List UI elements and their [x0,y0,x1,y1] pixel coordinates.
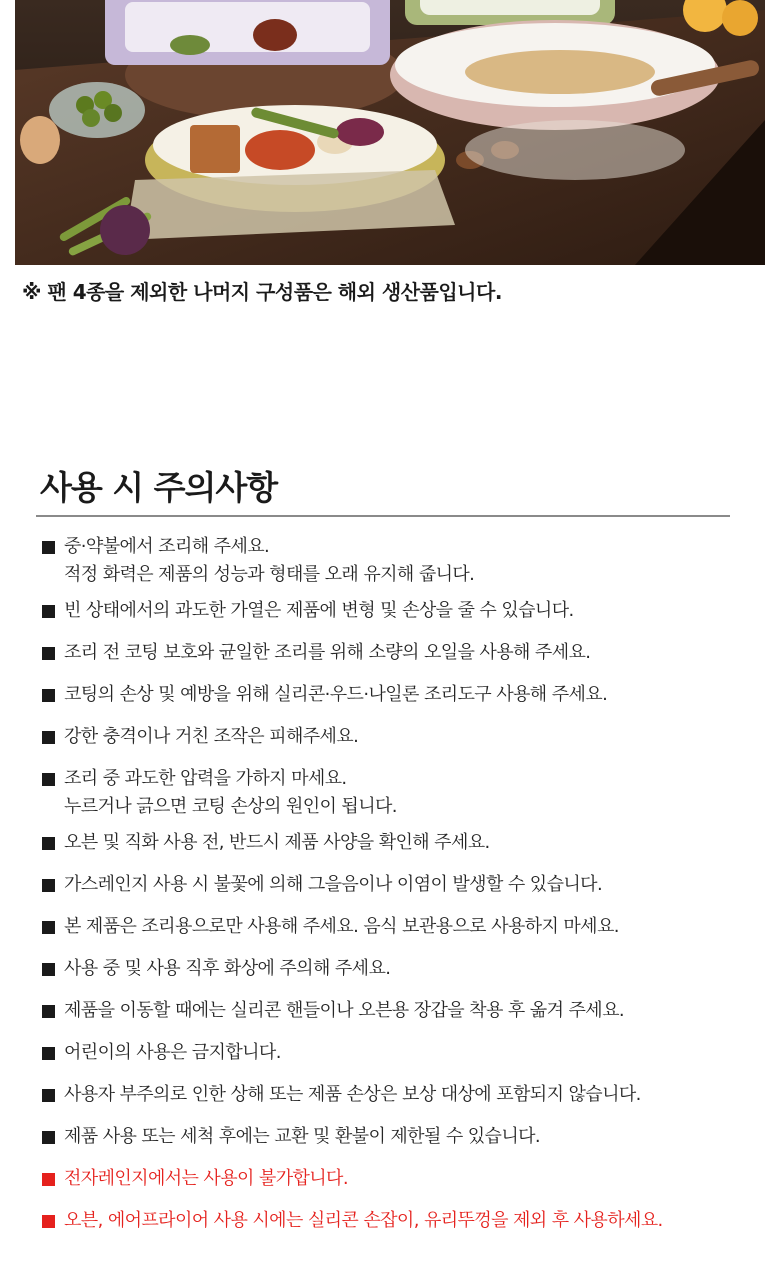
square-bullet-icon [42,647,55,660]
production-origin-notice: ※ 팬 4종을 제외한 나머지 구성품은 해외 생산품입니다. [22,280,502,304]
caution-item [40,533,474,589]
caution-text: 어린이의 사용은 금지합니다. [64,1042,281,1063]
caution-text: 본 제품은 조리용으로만 사용해 주세요. 음식 보관용으로 사용하지 마세요. [64,916,619,937]
caution-subtext: 적정 화력은 제품의 성능과 형태를 오래 유지해 줍니다. [64,564,475,585]
caution-text: 오븐 및 직화 사용 전, 반드시 제품 사양을 확인해 주세요. [64,832,490,853]
caution-subtext: 누르거나 긁으면 코팅 손상의 원인이 됩니다. [64,796,397,817]
caution-text: 강한 충격이나 거친 조작은 피해주세요. [64,726,359,747]
caution-item [40,913,619,941]
caution-item [40,1165,348,1193]
caution-text: 조리 전 코팅 보호와 균일한 조리를 위해 소량의 오일을 사용해 주세요. [64,642,591,663]
caution-text: 사용자 부주의로 인한 상해 또는 제품 손상은 보상 대상에 포함되지 않습니다. [64,1084,641,1105]
caution-item [40,1207,663,1235]
square-bullet-icon [42,1131,55,1144]
caution-item [40,829,490,857]
caution-text: 중·약불에서 조리해 주세요. [64,536,270,557]
square-bullet-icon [42,773,55,786]
square-bullet-icon [42,963,55,976]
square-bullet-icon [42,879,55,892]
section-title: 사용 시 주의사항 [40,468,278,507]
caution-item [40,639,590,667]
square-bullet-icon [42,837,55,850]
caution-text: 코팅의 손상 및 예방을 위해 실리콘·우드·나일론 조리도구 사용해 주세요. [64,684,608,705]
caution-item [40,765,397,821]
caution-text: 전자레인지에서는 사용이 불가합니다. [64,1168,348,1189]
caution-item [40,1081,641,1109]
caution-text: 사용 중 및 사용 직후 화상에 주의해 주세요. [64,958,391,979]
caution-item [40,997,624,1025]
square-bullet-icon [42,1173,55,1186]
square-bullet-icon [42,1005,55,1018]
caution-item [40,681,607,709]
square-bullet-icon [42,921,55,934]
caution-text: 가스레인지 사용 시 불꽃에 의해 그을음이나 이염이 발생할 수 있습니다. [64,874,603,895]
square-bullet-icon [42,731,55,744]
cookware-photo [15,0,765,265]
square-bullet-icon [42,1047,55,1060]
square-bullet-icon [42,1089,55,1102]
square-bullet-icon [42,605,55,618]
caution-item [40,871,602,899]
caution-text: 빈 상태에서의 과도한 가열은 제품에 변형 및 손상을 줄 수 있습니다. [64,600,574,621]
square-bullet-icon [42,689,55,702]
caution-item [40,955,390,983]
caution-item [40,1123,540,1151]
square-bullet-icon [42,1215,55,1228]
caution-text: 오븐, 에어프라이어 사용 시에는 실리콘 손잡이, 유리뚜껑을 제외 후 사용하세요. [64,1210,663,1231]
caution-item [40,723,358,751]
caution-item [40,597,574,625]
table-scene-illustration [15,0,765,265]
square-bullet-icon [42,541,55,554]
caution-text: 제품을 이동할 때에는 실리콘 핸들이나 오븐용 장갑을 착용 후 옮겨 주세요. [64,1000,624,1021]
caution-text: 제품 사용 또는 세척 후에는 교환 및 환불이 제한될 수 있습니다. [64,1126,541,1147]
title-divider [36,515,730,517]
caution-item [40,1039,281,1067]
caution-text: 조리 중 과도한 압력을 가하지 마세요. [64,768,347,789]
